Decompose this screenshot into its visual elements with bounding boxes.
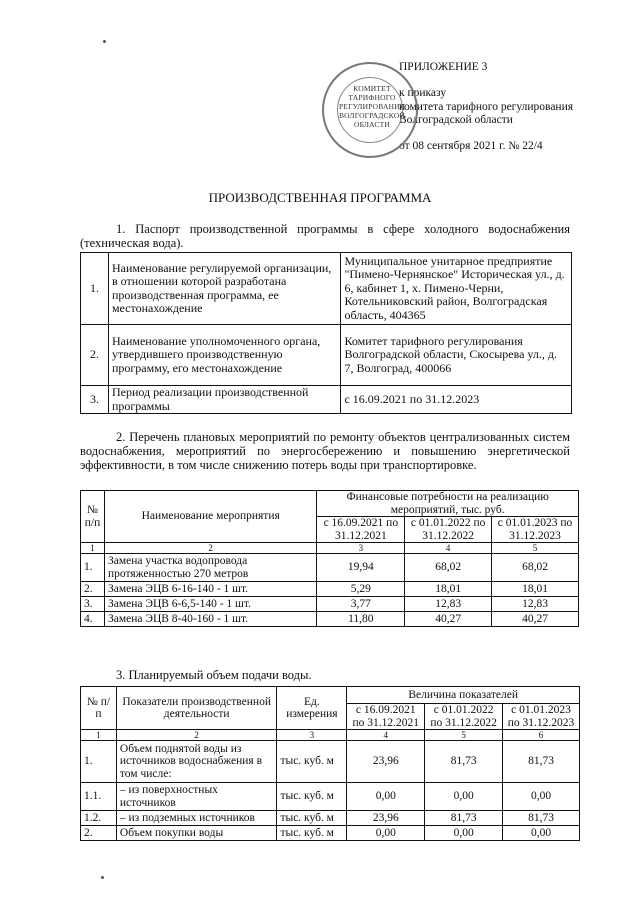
section3-heading: 3. Планируемый объем подачи воды.: [116, 668, 312, 682]
col-header-value: Величина показателей: [347, 687, 580, 704]
measure-name: Замена ЭЦВ 6-16-140 - 1 шт.: [104, 582, 316, 597]
value-2023: 0,00: [503, 826, 580, 841]
value-2022: 0,00: [425, 826, 503, 841]
value-2023: 12,83: [492, 597, 579, 612]
section2-heading: 2. Перечень плановых мероприятий по ремонту объектов централизованных систем водоснабжения, мероприятий по энергосбережению и повышению энергетической эффективности, в том числе снижению потерь воды при транспортировке.: [80, 430, 570, 472]
measure-name: Замена ЭЦВ 8-40-160 - 1 шт.: [104, 612, 316, 627]
column-number: 2: [116, 730, 277, 741]
table-row: [81, 811, 580, 826]
table-row: [81, 325, 572, 386]
value-2021: 0,00: [347, 826, 425, 841]
value-2022: 12,83: [405, 597, 492, 612]
column-number: 5: [425, 730, 503, 741]
official-seal-stamp: [322, 62, 418, 158]
scan-speck: [101, 876, 104, 879]
row-number: 2.: [81, 826, 117, 841]
row-number: 2.: [81, 582, 105, 597]
row-value: с 16.09.2021 по 31.12.2023: [341, 386, 572, 414]
value-2022: 40,27: [405, 612, 492, 627]
value-2021: 11,80: [317, 612, 405, 627]
indicator-name: – из подземных источников: [116, 811, 277, 826]
seal-text: КОМИТЕТ ТАРИФНОГО РЕГУЛИРОВАНИЯ ВОЛГОГРАДСКОЙ ОБЛАСТИ: [338, 84, 406, 129]
indicator-name: Объем поднятой воды из источников водоснабжения в том числе:: [116, 741, 277, 783]
value-2021: 19,94: [317, 554, 405, 582]
row-number: 1.: [81, 741, 117, 783]
indicator-name: Объем покупки воды: [116, 826, 277, 841]
col-header-finance: Финансовые потребности на реализацию мероприятий, тыс. руб.: [317, 491, 579, 517]
committee-line: комитета тарифного регулирования: [399, 101, 574, 113]
unit: тыс. куб. м: [277, 783, 347, 811]
col-header-num: № п/п: [81, 687, 117, 730]
column-number: 5: [492, 543, 579, 554]
col-header-period: с 01.01.2023 по 31.12.2023: [492, 517, 579, 543]
value-2022: 68,02: [405, 554, 492, 582]
row-number: 3.: [81, 597, 105, 612]
table-row: [81, 783, 580, 811]
appendix-label: ПРИЛОЖЕНИЕ 3: [399, 61, 488, 73]
col-header-name: Наименование мероприятия: [104, 491, 316, 543]
row-number: 1.: [81, 554, 105, 582]
col-header-unit: Ед. измерения: [277, 687, 347, 730]
measure-name: Замена участка водопровода протяженностью 270 метров: [104, 554, 316, 582]
scan-speck: [103, 40, 106, 43]
value-2022: 81,73: [425, 811, 503, 826]
value-2021: 3,77: [317, 597, 405, 612]
row-value: Муниципальное унитарное предприятие "Пимено-Чернянское" Историческая ул., д. 6, кабинет 1, х. Пимено-Черни, Котельниковский район, Волгоградская область, 404365: [341, 253, 572, 325]
row-label: Наименование регулируемой организации, в отношении которой разработана производственная программа, ее местонахождение: [108, 253, 341, 325]
unit: тыс. куб. м: [277, 811, 347, 826]
col-header-period: с 16.09.2021 по 31.12.2021: [347, 704, 425, 730]
value-2023: 40,27: [492, 612, 579, 627]
value-2021: 5,29: [317, 582, 405, 597]
value-2023: 18,01: [492, 582, 579, 597]
col-header-period: с 16.09.2021 по 31.12.2021: [317, 517, 405, 543]
col-header-num: № п/п: [81, 491, 105, 543]
col-header-indicator: Показатели производственной деятельности: [116, 687, 277, 730]
value-2023: 81,73: [503, 811, 580, 826]
column-number: 3: [277, 730, 347, 741]
indicator-name: – из поверхностных источников: [116, 783, 277, 811]
row-label: Период реализации производственной программы: [108, 386, 341, 414]
value-2022: 18,01: [405, 582, 492, 597]
value-2022: 81,73: [425, 741, 503, 783]
column-number: 6: [503, 730, 580, 741]
value-2021: 23,96: [347, 741, 425, 783]
value-2023: 81,73: [503, 741, 580, 783]
table-row: [81, 826, 580, 841]
table-row: [81, 741, 580, 783]
unit: тыс. куб. м: [277, 741, 347, 783]
table-row: [81, 612, 579, 627]
table-row: [81, 582, 579, 597]
value-2021: 0,00: [347, 783, 425, 811]
table-row: [81, 554, 579, 582]
order-ref-line: к приказу: [399, 87, 447, 99]
col-header-period: с 01.01.2023 по 31.12.2023: [503, 704, 580, 730]
row-number: 4.: [81, 612, 105, 627]
row-number: 1.1.: [81, 783, 117, 811]
value-2021: 23,96: [347, 811, 425, 826]
order-date-line: от 08 сентября 2021 г. № 22/4: [399, 140, 543, 152]
row-label: Наименование уполномоченного органа, утвердившего производственную программу, его местонахождение: [108, 325, 341, 386]
section1-heading: 1. Паспорт производственной программы в сфере холодного водоснабжения (техническая вода).: [80, 222, 570, 250]
row-number: 3.: [81, 386, 109, 414]
row-number: 2.: [81, 325, 109, 386]
column-number: 1: [81, 730, 117, 741]
document-title: ПРОИЗВОДСТВЕННАЯ ПРОГРАММА: [208, 190, 432, 205]
row-value: Комитет тарифного регулирования Волгоградской области, Скосырева ул., д. 7, Волгоград, 400066: [341, 325, 572, 386]
unit: тыс. куб. м: [277, 826, 347, 841]
measure-name: Замена ЭЦВ 6-6,5-140 - 1 шт.: [104, 597, 316, 612]
column-number: 1: [81, 543, 105, 554]
table-row: [81, 597, 579, 612]
column-number: 4: [405, 543, 492, 554]
column-number: 3: [317, 543, 405, 554]
measures-table: [80, 490, 579, 627]
column-number: 4: [347, 730, 425, 741]
passport-table: [80, 252, 572, 414]
table-row: [81, 386, 572, 414]
water-supply-table: [80, 686, 580, 841]
row-number: 1.: [81, 253, 109, 325]
col-header-period: с 01.01.2022 по 31.12.2022: [405, 517, 492, 543]
col-header-period: с 01.01.2022 по 31.12.2022: [425, 704, 503, 730]
column-number-row: [81, 730, 580, 741]
value-2022: 0,00: [425, 783, 503, 811]
column-number: 2: [104, 543, 316, 554]
table-row: [81, 253, 572, 325]
column-number-row: [81, 543, 579, 554]
region-line: Волгоградской области: [399, 114, 513, 126]
value-2023: 0,00: [503, 783, 580, 811]
row-number: 1.2.: [81, 811, 117, 826]
value-2023: 68,02: [492, 554, 579, 582]
